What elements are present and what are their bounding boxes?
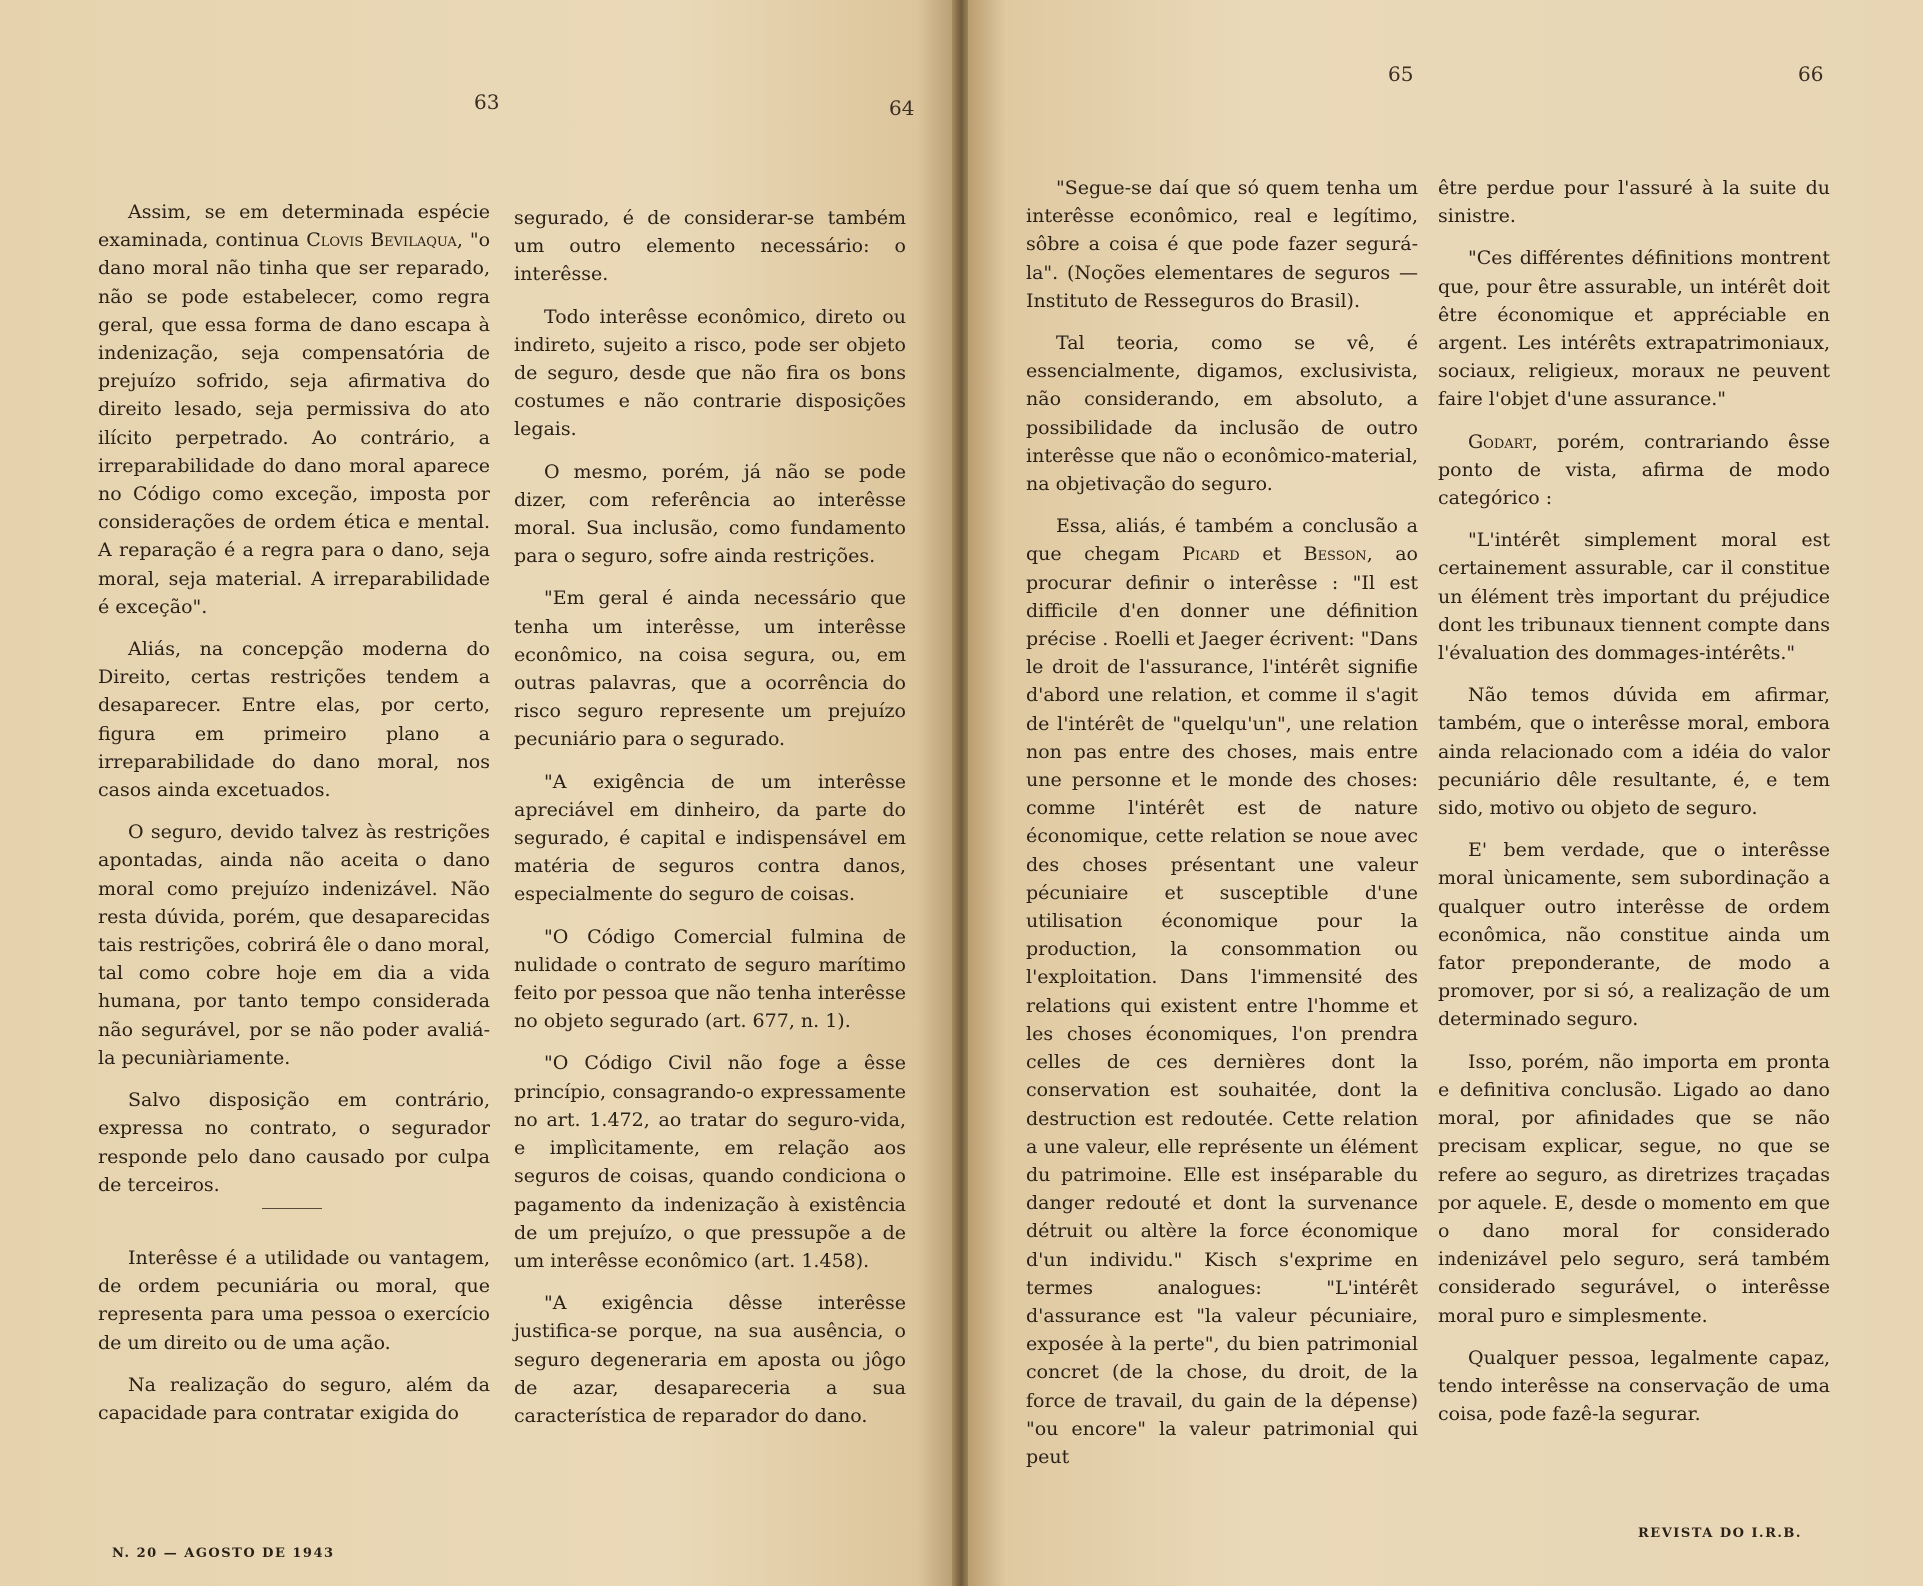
paragraph: Salvo disposição em contrário, expressa no contrato, o segurador responde pelo dano causado por culpa de terceiros. xyxy=(98,1089,490,1196)
paragraph: être perdue pour l'assuré à la suite du sinistre. xyxy=(1438,177,1830,228)
paragraph: Isso, porém, não importa em pronta e definitiva conclusão. Ligado ao dano moral, por afinidades que se não precisam explicar, segue, no que se refere ao seguro, as diretrizes traçadas por aquele. E, desde o momento em que o dano moral for considerado indenizável pelo seguro, será também considerado segurável, o interêsse moral puro e simplesmente. xyxy=(1438,1050,1830,1327)
footer-issue: N. 20 — AGOSTO DE 1943 xyxy=(112,1546,335,1561)
paragraph: Todo interêsse econômico, direto ou indireto, sujeito a risco, pode ser objeto de seguro, desde que não fira os bons costumes e não contrarie disposições legais. xyxy=(514,305,906,441)
paragraph: O mesmo, porém, já não se pode dizer, com referência ao interêsse moral. Sua inclusão, como fundamento para o seguro, sofre ainda restrições. xyxy=(514,460,906,568)
paragraph: Na realização do seguro, além da capacidade para contratar exigida do xyxy=(98,1373,490,1425)
paragraph: "Ces différentes définitions montrent que, pour être assurable, un intérêt doit être économique et appréciable en argent. Les intérêts extrapatrimoniaux, sociaux, religieux, moraux ne peuvent faire l'objet d'une assurance." xyxy=(1438,247,1830,411)
left-page xyxy=(0,0,955,1586)
paragraph: Qualquer pessoa, legalmente capaz, tendo interêsse na conservação de uma coisa, pode fazê-la segurar. xyxy=(1438,1346,1830,1426)
column-page-65 xyxy=(1026,174,1418,1485)
paragraph: Interêsse é a utilidade ou vantagem, de ordem pecuniária ou moral, que representa para uma pessoa o exercício de um direito ou de uma ação. xyxy=(98,1247,490,1354)
paragraph: O seguro, devido talvez às restrições apontadas, ainda não aceita o dano moral como prejuízo indenizável. Não resta dúvida, porém, que desaparecidas tais restrições, cobrirá êle o dano moral, tal como cobre hoje em dia a vida humana, por tanto tempo considerada não segurável, por se não poder avaliá-la pecuniàriamente. xyxy=(98,821,490,1069)
column-page-64 xyxy=(514,204,906,1444)
paragraph: segurado, é de considerar-se também um outro elemento necessário: o interêsse. xyxy=(514,207,906,286)
paragraph: "Em geral é ainda necessário que tenha um interêsse, um interêsse econômico, na coisa segura, ou, em outras palavras, que a ocorrência do risco seguro represente um prejuízo pecuniário para o segurado. xyxy=(514,587,906,751)
paragraph: Não temos dúvida em afirmar, também, que o interêsse moral, embora ainda relacionado com a idéia do valor pecuniário dêle resultante, é, e tem sido, motivo ou objeto de seguro. xyxy=(1438,684,1830,820)
paragraph: Essa, aliás, é também a conclusão a que chegam Picard et Besson, ao procurar definir o interêsse : "Il est difficile d'en donner une définition précise . Roelli et Jaeger écrivent: "Dans le droit de l'assurance, l'intérêt signifie d'abord une relation, et comme il s'agit de l'intérêt de "quelqu'un", une relation non pas entre des choses, mais entre une personne et le monde des choses: comme l'intérêt est de nature économique, cette relation se noue avec des choses présentant une valeur pécuniaire et susceptible d'une utilisation économique pour la production, la consommation ou l'exploitation. Dans l'immensité des relations qui existent entre l'homme et les choses économiques, l'on prendra celles de ces dernières dont la conservation est souhaitée, dont la destruction est redoutée. Cette relation a une valeur, elle représente un élément du patrimoine. Elle est inséparable du danger redouté et dont la survenance détruit ou altère la force économique d'un individu." Kisch s'exprime en termes analogues: "L'intérêt d'assurance est "la valeur pécuniaire, exposée à la perte", du bien patrimonial concret (de la chose, du droit, de la force de travail, du gain de la dépense) "ou encore" la valeur patrimonial qui peut xyxy=(1026,515,1418,1468)
author-name: Clovis Bevilaqua xyxy=(306,229,457,252)
paragraph: "L'intérêt simplement moral est certainement assurable, car il constitue un élément très important du préjudice dont les tribunaux tiennent compte dans l'évaluation des dommages-intérêts." xyxy=(1438,529,1830,665)
page-number-64: 64 xyxy=(889,96,915,120)
paragraph: Aliás, na concepção moderna do Direito, certas restrições tendem a desaparecer. Entre elas, por certo, figura em primeiro plano a irreparabilidade do dano moral, nos casos ainda excetuados. xyxy=(98,638,490,802)
author-name: Picard xyxy=(1182,543,1240,566)
right-page xyxy=(968,0,1923,1586)
author-name: Besson xyxy=(1303,543,1367,566)
page-number-65: 65 xyxy=(1388,62,1414,86)
section-divider xyxy=(262,1208,322,1209)
column-page-63-bottom xyxy=(98,1244,490,1441)
paragraph: "Segue-se daí que só quem tenha um interêsse econômico, real e legítimo, sôbre a coisa é que pode fazer segurá-la". (Noções elementares de seguros — Instituto de Resseguros do Brasil). xyxy=(1026,177,1418,312)
paragraph: "A exigência dêsse interêsse justifica-se porque, na sua ausência, o seguro degeneraria em aposta ou jôgo de azar, desapareceria a sua característica de reparador do dano. xyxy=(514,1292,906,1427)
paragraph: Assim, se em determinada espécie examinada, continua Clovis Bevilaqua, "o dano moral não tinha que ser reparado, não se pode estabelecer, como regra geral, que essa forma de dano escapa à indenização, seja compensatória de prejuízo sofrido, seja afirmativa do direito lesado, seja permissiva do ato ilícito perpetrado. Ao contrário, a irreparabilidade do dano moral aparece no Código como exceção, imposta por considerações de ordem ética e mental. A reparação é a regra para o dano, seja moral, seja material. A irreparabilidade é exceção". xyxy=(98,201,491,618)
column-page-66 xyxy=(1438,174,1830,1442)
paragraph: Godart, porém, contrariando êsse ponto de vista, afirma de modo categórico : xyxy=(1438,430,1830,510)
footer-journal: REVISTA DO I.R.B. xyxy=(1638,1526,1802,1541)
page-number-63: 63 xyxy=(474,90,500,114)
paragraph: "O Código Comercial fulmina de nulidade o contrato de seguro marítimo feito por pessoa que não tenha interêsse no objeto segurado (art. 677, n. 1). xyxy=(514,925,906,1033)
paragraph: Tal teoria, como se vê, é essencialmente, digamos, exclusivista, não considerando, em absoluto, a possibilidade da inclusão de outro interêsse que não o econômico-material, na objetivação do seguro. xyxy=(1026,332,1418,496)
paragraph: "A exigência de um interêsse apreciável em dinheiro, da parte do segurado, é capital e indispensável em matéria de seguros contra danos, especialmente do seguro de coisas. xyxy=(514,770,906,906)
paragraph: E' bem verdade, que o interêsse moral ùnicamente, sem subordinação a qualquer outro interêsse de ordem econômica, não constitue ainda um fator preponderante, de modo a promover, por si só, a realização de um determinado seguro. xyxy=(1438,839,1830,1031)
column-page-63 xyxy=(98,198,490,1213)
page-number-66: 66 xyxy=(1798,62,1824,86)
paragraph: "O Código Civil não foge a êsse princípio, consagrando-o expressamente no art. 1.472, ao tratar do seguro-vida, e implìcitamente, em relação aos seguros de coisas, quando condiciona o pagamento da indenização à existência de um prejuízo, o que pressupõe a de um interêsse econômico (art. 1.458). xyxy=(514,1052,906,1272)
author-name: Godart xyxy=(1468,430,1532,453)
